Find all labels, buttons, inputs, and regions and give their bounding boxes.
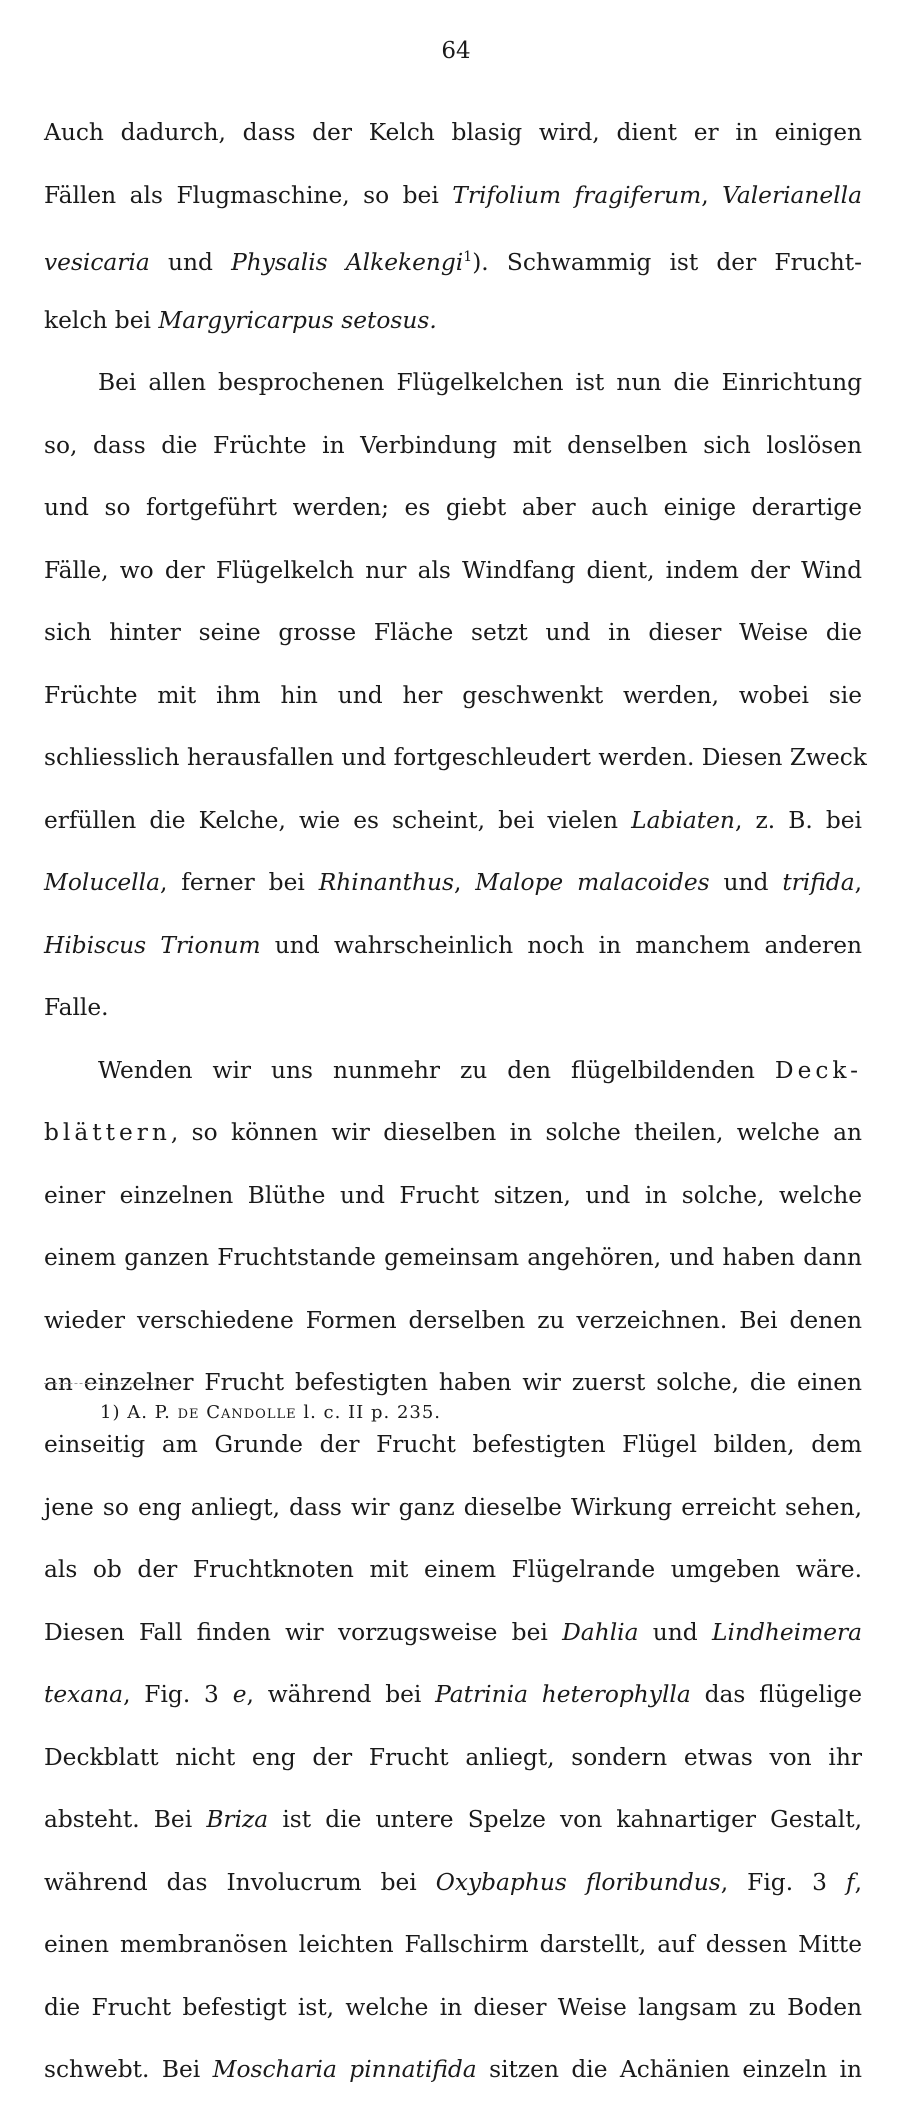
italic-run: Margyricarpus setosus. bbox=[158, 306, 437, 334]
text-run: Diesen Fall finden wir vorzugsweise bei bbox=[44, 1618, 563, 1646]
italic-run: Molucella bbox=[44, 869, 160, 897]
italic-run: Labiaten bbox=[631, 806, 735, 834]
footnote-marker: 1) bbox=[100, 1402, 121, 1423]
text-run: , Fig. 3 bbox=[720, 1868, 846, 1896]
text-line bbox=[44, 1113, 862, 1152]
text-run: die Frucht befestigt ist, welche in dieser Weise langsam zu Boden bbox=[44, 1993, 862, 2021]
text-line bbox=[44, 301, 862, 340]
text-run: ist die untere Spelze von kahnartiger Gestalt, bbox=[268, 1806, 862, 1834]
text-line bbox=[44, 1800, 862, 1839]
text-run: Falle. bbox=[44, 994, 109, 1022]
text-line bbox=[44, 426, 862, 465]
text-line bbox=[44, 1176, 862, 1215]
text-run: , so können wir dieselben in solche theilen, welche an bbox=[170, 1119, 862, 1147]
italic-run: vesicaria bbox=[44, 249, 150, 277]
text-run: schwebt. Bei bbox=[44, 2056, 213, 2084]
text-run: während das Involucrum bei bbox=[44, 1868, 436, 1896]
italic-run: Lindheimera bbox=[712, 1618, 863, 1646]
text-line bbox=[44, 1925, 862, 1964]
footnote-ref: l. c. II p. 235. bbox=[303, 1402, 442, 1423]
spaced-run: Deck- bbox=[774, 1056, 862, 1084]
italic-run: e bbox=[232, 1681, 247, 1709]
text-line bbox=[44, 863, 862, 902]
text-line bbox=[44, 1550, 862, 1589]
text-line bbox=[44, 1051, 862, 1090]
text-run: absteht. Bei bbox=[44, 1806, 207, 1834]
text-run: Wenden wir uns nunmehr zu den flügelbildenden bbox=[98, 1056, 775, 1084]
italic-run: Physalis Alkekengi bbox=[231, 249, 464, 277]
text-run: ). Schwammig ist der Frucht- bbox=[472, 249, 863, 277]
text-run: das flügelige bbox=[690, 1681, 862, 1709]
text-line bbox=[44, 2050, 862, 2089]
text-run: als ob der Fruchtknoten mit einem Flügelrande umgeben wäre. bbox=[44, 1556, 862, 1584]
page-number: 64 bbox=[441, 38, 471, 64]
text-line bbox=[44, 1988, 862, 2027]
text-line bbox=[44, 1613, 862, 1652]
text-run: wieder verschiedene Formen derselben zu verzeichnen. Bei denen bbox=[44, 1306, 862, 1334]
text-line bbox=[44, 1238, 862, 1277]
text-run: , bbox=[453, 869, 476, 897]
text-run: , bbox=[701, 181, 723, 209]
footnote-author: A. P. de Candolle bbox=[127, 1402, 297, 1423]
text-line bbox=[44, 113, 862, 152]
footnote bbox=[100, 1402, 441, 1423]
text-run: kelch bei bbox=[44, 306, 159, 334]
italic-run: f bbox=[845, 1868, 855, 1896]
text-run: einen membranösen leichten Fallschirm darstellt, auf dessen Mitte bbox=[44, 1931, 862, 1959]
text-line bbox=[44, 238, 862, 277]
text-run: sich hinter seine grosse Fläche setzt und in dieser Weise die bbox=[44, 619, 862, 647]
italic-run: Oxybaphus floribundus bbox=[435, 1868, 721, 1896]
text-line bbox=[44, 363, 862, 402]
italic-run: Trifolium fragiferum bbox=[452, 181, 702, 209]
text-line bbox=[44, 738, 867, 777]
text-run: an einzelner Frucht befestigten haben wir zuerst solche, die einen bbox=[44, 1368, 862, 1396]
text-run: schliesslich herausfallen und fortgeschleudert werden. Diesen Zweck bbox=[44, 744, 867, 772]
text-run: einer einzelnen Blüthe und Frucht sitzen, und in solche, welche bbox=[44, 1181, 862, 1209]
italic-run: trifida bbox=[782, 869, 855, 897]
text-run: einseitig am Grunde der Frucht befestigten Flügel bilden, dem bbox=[44, 1431, 862, 1459]
text-line bbox=[44, 1675, 862, 1714]
text-line bbox=[44, 1863, 862, 1902]
text-run: Bei allen besprochenen Flügelkelchen ist nun die Einrichtung bbox=[98, 369, 862, 397]
text-run: und so fortgeführt werden; es giebt aber auch einige derartige bbox=[44, 494, 862, 522]
text-run: sitzen die Achänien einzeln in bbox=[476, 2056, 862, 2084]
italic-run: Briza bbox=[206, 1806, 269, 1834]
text-line bbox=[44, 801, 862, 840]
text-run: Fällen als Flugmaschine, so bei bbox=[44, 181, 453, 209]
italic-run: Valerianella bbox=[722, 181, 863, 209]
text-line bbox=[44, 176, 862, 215]
text-line bbox=[44, 1425, 862, 1464]
text-line bbox=[44, 551, 862, 590]
text-line bbox=[44, 988, 862, 1027]
italic-run: texana bbox=[44, 1681, 124, 1709]
italic-run: Moscharia pinnatifida bbox=[212, 2056, 477, 2084]
text-run: Auch dadurch, dass der Kelch blasig wird, dient er in einigen bbox=[44, 119, 862, 147]
text-run: , ferner bei bbox=[159, 869, 319, 897]
text-line bbox=[44, 676, 862, 715]
text-line bbox=[44, 1488, 862, 1527]
text-run: und bbox=[638, 1618, 713, 1646]
text-run: erfüllen die Kelche, wie es scheint, bei vielen bbox=[44, 806, 632, 834]
text-line bbox=[44, 1738, 862, 1777]
spaced-run: blättern bbox=[44, 1119, 171, 1147]
text-run: so, dass die Früchte in Verbindung mit denselben sich loslösen bbox=[44, 431, 862, 459]
body-text bbox=[44, 90, 867, 2113]
text-run: jene so eng anliegt, dass wir ganz dieselbe Wirkung erreicht sehen, bbox=[44, 1493, 862, 1521]
text-run: , bbox=[854, 1868, 862, 1896]
text-line bbox=[44, 1301, 862, 1340]
text-line bbox=[44, 926, 862, 965]
text-run: und wahrscheinlich noch in manchem anderen bbox=[260, 931, 862, 959]
text-run: , bbox=[854, 869, 863, 897]
italic-run: Hibiscus Trionum bbox=[44, 931, 261, 959]
text-run: Früchte mit ihm hin und her geschwenkt werden, wobei sie bbox=[44, 681, 862, 709]
footnote-ref-marker: 1 bbox=[463, 249, 473, 266]
text-run: , Fig. 3 bbox=[123, 1681, 233, 1709]
text-run: , während bei bbox=[246, 1681, 436, 1709]
footnote-rule bbox=[44, 1383, 179, 1384]
italic-run: Malope malacoides bbox=[475, 869, 710, 897]
text-run: und bbox=[149, 249, 232, 277]
text-run: einem ganzen Fruchtstande gemeinsam angehören, und haben dann bbox=[44, 1244, 862, 1272]
text-run: und bbox=[709, 869, 783, 897]
text-run: , z. B. bei bbox=[734, 806, 862, 834]
text-run: Fälle, wo der Flügelkelch nur als Windfang dient, indem der Wind bbox=[44, 556, 862, 584]
italic-run: Dahlia bbox=[562, 1618, 639, 1646]
text-line bbox=[44, 613, 862, 652]
text-run: Deckblatt nicht eng der Frucht anliegt, sondern etwas von ihr bbox=[44, 1743, 862, 1771]
italic-run: Patrinia heterophylla bbox=[435, 1681, 691, 1709]
text-line bbox=[44, 488, 862, 527]
italic-run: Rhinanthus bbox=[318, 869, 454, 897]
